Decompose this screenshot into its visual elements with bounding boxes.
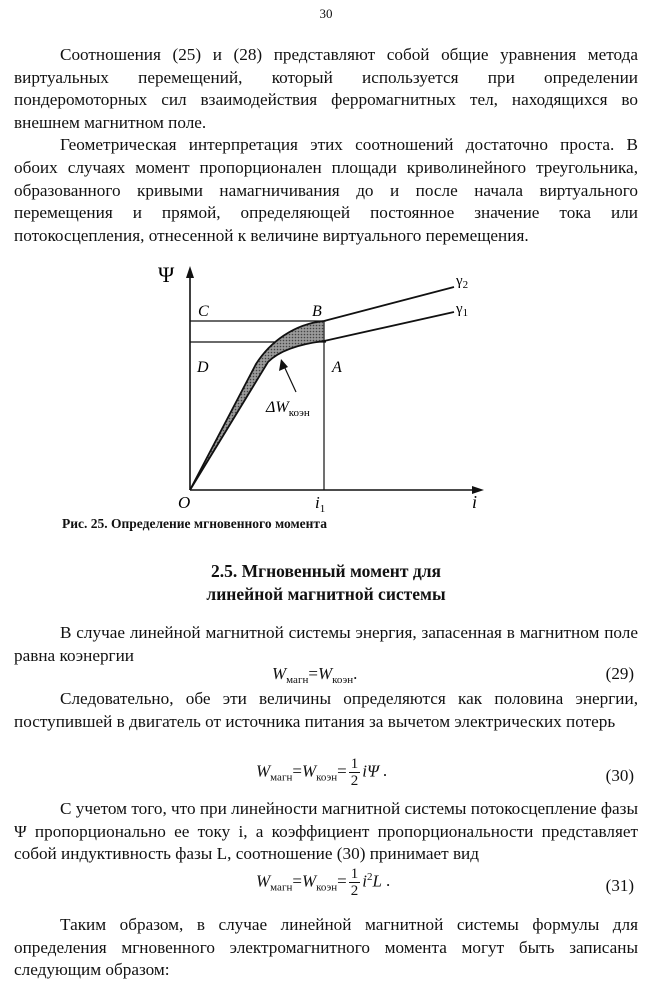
y-axis-label: Ψ	[158, 262, 175, 287]
equation-31-number: (31)	[605, 876, 634, 895]
page-number: 30	[319, 6, 333, 21]
section-title-line1: 2.5. Мгновенный момент для	[211, 561, 441, 581]
tick-i1-label: $i_1$	[315, 493, 326, 512]
section-title-line2: линейной магнитной системы	[206, 584, 446, 604]
equation-31-body: $W_{магн}=W_{коэн}=$ $\frac{1}{2}$ $i^2L$ .	[256, 866, 391, 899]
paragraph-4	[14, 914, 638, 982]
figure-caption: Рис. 25. Определение мгновенного момента	[62, 516, 327, 531]
equation-29-body: $W_{магн}=W_{коэн}$.	[272, 664, 358, 686]
area-pointer-head	[279, 359, 288, 371]
fraction: $\frac{1}{2}$	[350, 866, 359, 899]
fraction: $\frac{1}{2}$	[350, 756, 359, 789]
curve-gamma2	[190, 287, 454, 490]
origin-label: O	[178, 493, 191, 512]
equation-30	[0, 756, 652, 796]
paragraph-1	[14, 622, 638, 667]
paragraph: Следовательно, обе эти величины определяются как половина энергии, поступившей в двигатель от источника питания за вычетом электрических потерь	[14, 689, 638, 731]
point-c-label: C	[198, 303, 209, 320]
x-axis-label: i	[472, 492, 478, 512]
point-b-label: B	[312, 303, 322, 320]
paragraph: С учетом того, что при линейности магнитной системы потокосцепление фазы Ψ пропорционально ее току i, а коэффициент пропорциональности представляет собой индуктивность фазы L, соотношение (30) принимает вид	[14, 799, 638, 864]
paragraph: Геометрическая интерпретация этих соотношений достаточно проста. В обоих случаях момент пропорционален площади криволинейного треугольника, образованного кривыми намагничивания до и после начала виртуального перемещения и прямой, определяющей постоянное значение тока или потокосцепления, отнесенной к величине виртуального перемещения.	[14, 135, 638, 245]
paragraph: Таким образом, в случае линейной магнитной системы формулы для определения мгновенного электромагнитного момента могут быть записаны следующим образом:	[14, 915, 638, 980]
equation-31	[0, 866, 652, 906]
y-axis-arrow	[186, 266, 194, 278]
point-a-label: A	[332, 359, 342, 376]
shaded-area	[192, 321, 324, 486]
equation-29-number: (29)	[605, 664, 634, 683]
paragraph-2	[14, 688, 638, 733]
paragraph-3	[14, 798, 638, 866]
curve-gamma1-label: $\gamma_1$	[456, 301, 469, 319]
curve-gamma2-label: $\gamma_2$	[456, 273, 469, 291]
paragraph: В случае линейной магнитной системы энергия, запасенная в магнитном поле равна коэнергии	[14, 623, 638, 665]
paragraph: Соотношения (25) и (28) представляют собой общие уравнения метода виртуальных перемещений, который используется при определении пондеромоторных сил взаимодействия ферромагнитных тел, находящихся во внешнем магнитном поле.	[14, 45, 638, 132]
equation-30-number: (30)	[605, 766, 634, 785]
equation-30-body: $W_{магн}=W_{коэн}=$ $\frac{1}{2}$ iΨ .	[256, 756, 388, 789]
area-label: $\Delta W_{коэн}$	[266, 399, 310, 419]
equation-29	[0, 664, 652, 690]
area-pointer	[284, 366, 296, 392]
point-d-label: D	[197, 359, 209, 376]
